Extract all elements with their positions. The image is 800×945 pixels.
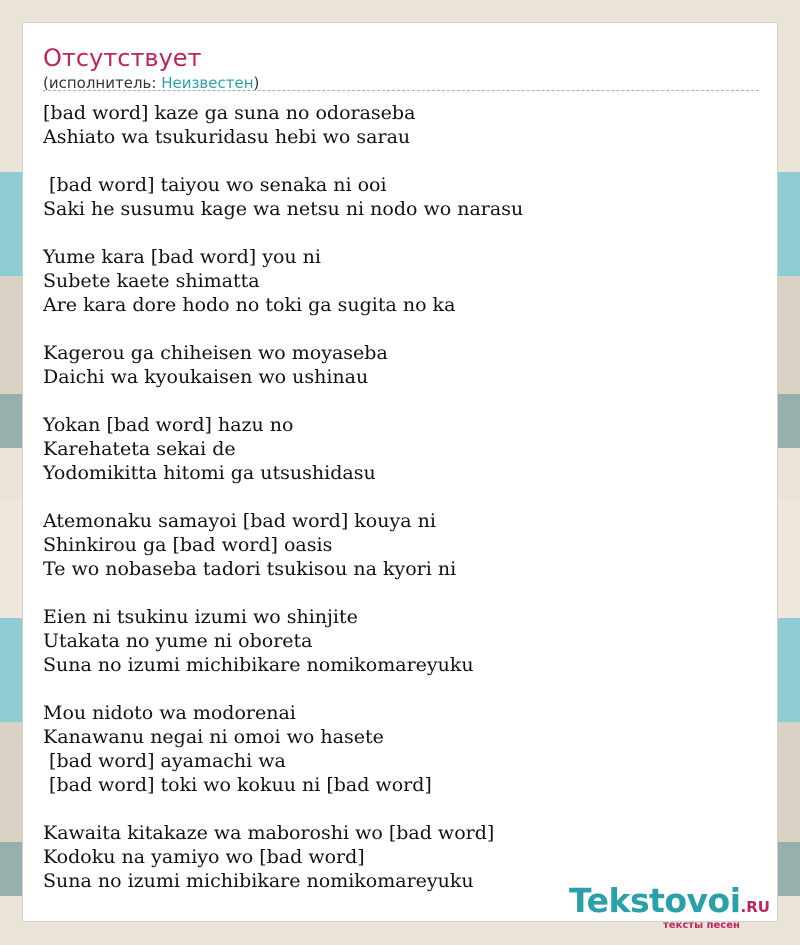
artist-prefix: (исполнитель: [43,74,162,92]
lyric-line [43,389,759,413]
lyric-line: Atemonaku samayoi [bad word] kouya ni [43,510,436,532]
lyric-line [43,221,759,245]
lyric-line: Subete kaete shimatta [43,270,260,292]
lyric-line: Saki he susumu kage wa netsu ni nodo wo narasu [43,198,524,220]
lyric-line [43,797,759,821]
lyric-line: Eien ni tsukinu izumi wo shinjite [43,606,358,628]
lyric-line: Suna no izumi michibikare nomikomareyuku [43,654,474,676]
song-title: Отсутствует [43,44,202,72]
song-header [43,43,759,93]
lyrics-text [43,101,759,893]
lyric-line: [bad word] ayamachi wa [43,750,286,772]
site-logo[interactable] [569,881,770,931]
logo-domain: .RU [740,898,770,916]
lyric-line [43,677,759,701]
lyric-line: Ashiato wa tsukuridasu hebi wo sarau [43,126,411,148]
lyric-line: Kanawanu negai ni omoi wo hasete [43,726,384,748]
lyrics-card [22,22,778,931]
lyric-line: Are kara dore hodo no toki ga sugita no ka [43,294,456,316]
lyric-line: Suna no izumi michibikare nomikomareyuku [43,870,474,892]
logo-wordmark: Tekstovoi [569,881,741,920]
lyric-line: [bad word] kaze ga suna no odoraseba [43,102,416,124]
lyric-line [43,581,759,605]
lyric-line: [bad word] toki wo kokuu ni [bad word] [43,774,432,796]
lyric-line: Yokan [bad word] hazu no [43,414,294,436]
lyric-line: Mou nidoto wa modorenai [43,702,296,724]
lyric-line: Utakata no yume ni oboreta [43,630,313,652]
lyric-line: Kagerou ga chiheisen wo moyaseba [43,342,388,364]
logo-tagline: тексты песен [663,920,740,931]
lyric-line: Te wo nobaseba tadori tsukisou na kyori ni [43,558,457,580]
lyric-line: Shinkirou ga [bad word] oasis [43,534,333,556]
lyric-line: Yume kara [bad word] you ni [43,246,321,268]
lyric-line: Karehateta sekai de [43,438,236,460]
lyric-line: Kawaita kitakaze wa maboroshi wo [bad word] [43,822,495,844]
header-divider [43,90,759,91]
lyric-line: Daichi wa kyoukaisen wo ushinau [43,366,369,388]
lyric-line: Yodomikitta hitomi ga utsushidasu [43,462,376,484]
lyric-line: Kodoku na yamiyo wo [bad word] [43,846,365,868]
lyric-line [43,317,759,341]
lyric-line: [bad word] taiyou wo senaka ni ooi [43,174,387,196]
artist-suffix: ) [253,74,260,92]
lyric-line [43,149,759,173]
lyric-line [43,485,759,509]
artist-link[interactable]: Неизвестен [161,74,254,92]
